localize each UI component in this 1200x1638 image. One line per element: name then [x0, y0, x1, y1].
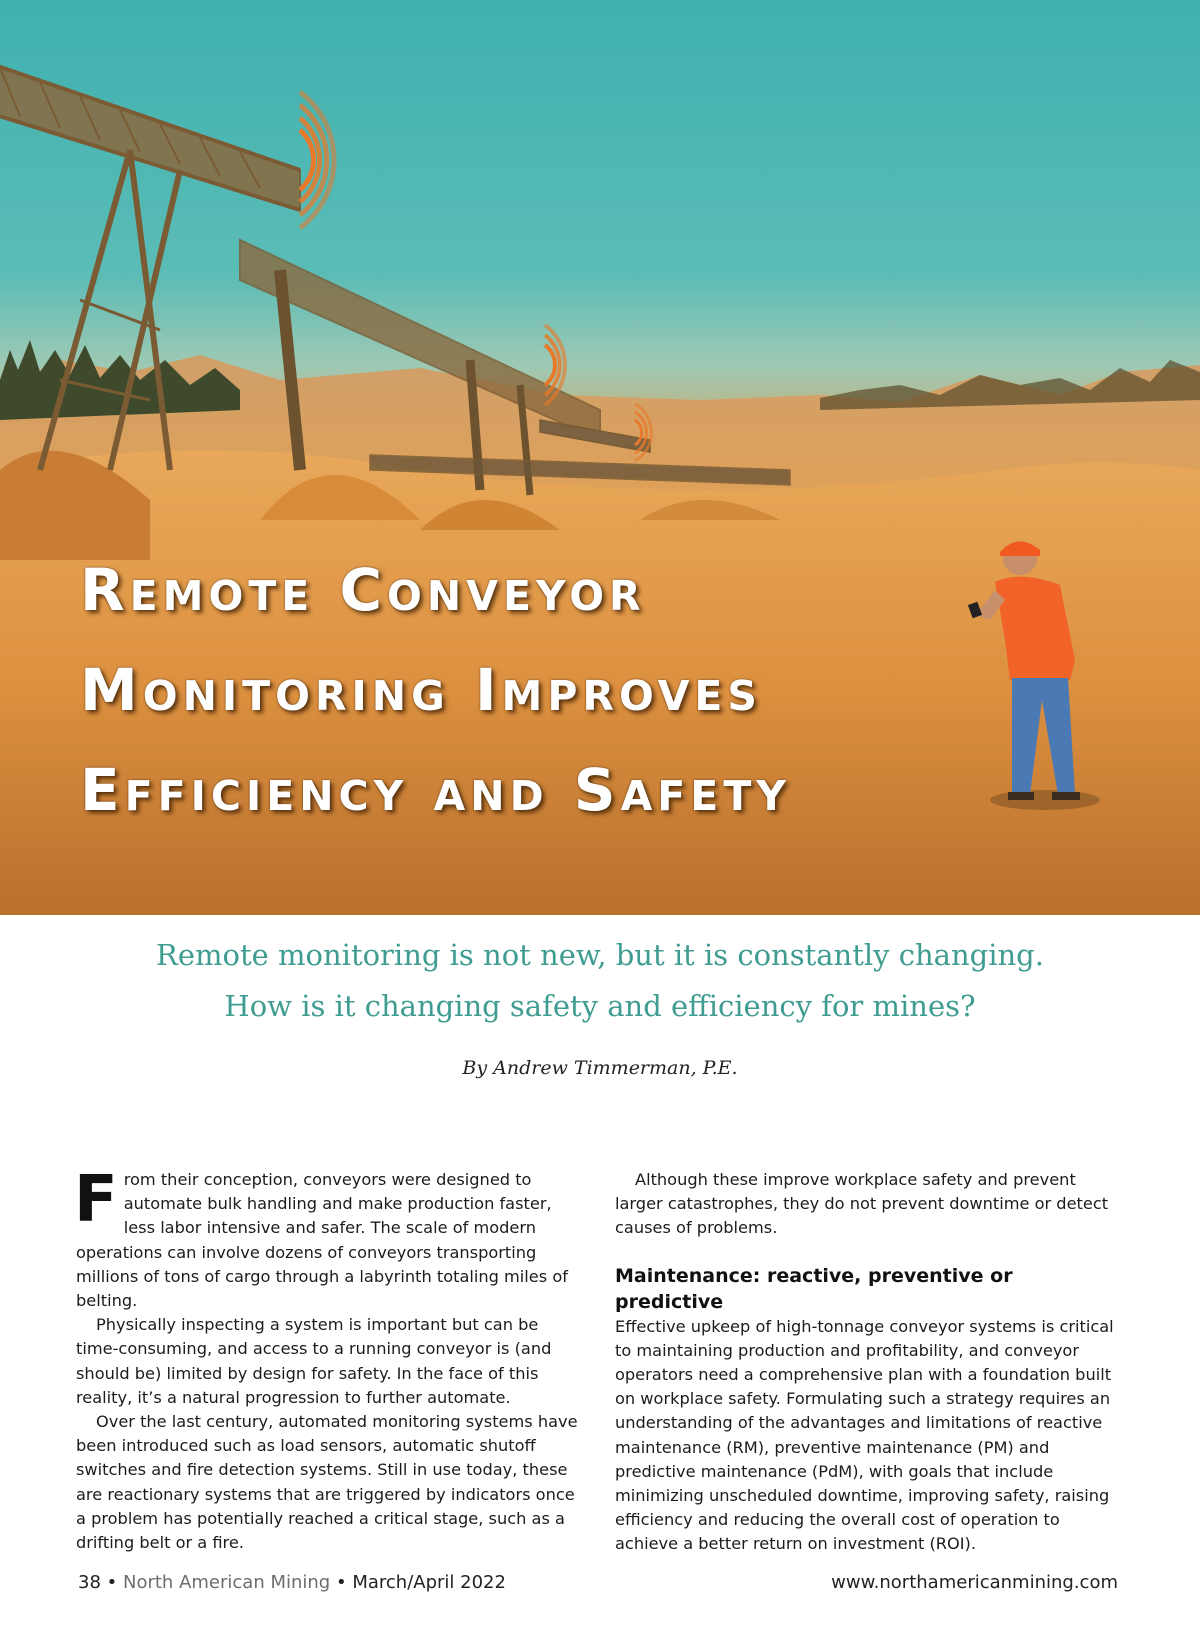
website-link[interactable]: www.northamericanmining.com [831, 1572, 1118, 1593]
title-line: Efficiency and Safety [80, 756, 791, 824]
paragraph-text: rom their conception, conveyors were designed to automate bulk handling and make production faster, less labor intensive and safer. The scale of modern operations can involve dozens of conveyors transporting millions of tons of cargo through a labyrinth totaling miles of belting. [76, 1170, 568, 1311]
paragraph: Effective upkeep of high-tonnage conveyor systems is critical to maintaining production and profitability, and conveyor operators need a comprehensive plan with a foundation built on workplace safety. Formulating such a strategy requires an understanding of the advantages and limitations of reactive maintenance (RM), preventive maintenance (PM) and predictive maintenance (PdM), with goals that include minimizing unscheduled downtime, improving safety, raising efficiency and reducing the overall cost of operation to achieve a better return on investment (ROI). [615, 1316, 1114, 1554]
paragraph: Physically inspecting a system is important but can be time-consuming, and access to a running conveyor is (and should be) limited by design for safety. In the face of this reality, it’s a natural progression to further automate. [76, 1315, 552, 1407]
page-footer [78, 1572, 1118, 1598]
issue-date: March/April 2022 [352, 1572, 506, 1593]
title-line: Monitoring Improves [80, 656, 762, 724]
article-deck [0, 930, 1200, 1032]
deck-line: How is it changing safety and efficiency for mines? [224, 989, 976, 1023]
drop-cap: F [74, 1163, 118, 1237]
article-title [80, 540, 791, 840]
separator: • [335, 1572, 347, 1593]
wireless-signal-icon [300, 92, 334, 228]
page-number: 38 [78, 1572, 101, 1593]
byline: By Andrew Timmerman, P.E. [462, 1057, 738, 1079]
tree-line [0, 340, 240, 420]
folio [78, 1572, 506, 1593]
body-column-left [74, 1163, 584, 1555]
section-heading: Maintenance: reactive, preventive or predictive [615, 1264, 1013, 1313]
paragraph [74, 1163, 584, 1313]
body-column-right [615, 1168, 1123, 1557]
deck-line: Remote monitoring is not new, but it is constantly changing. [156, 938, 1044, 972]
paragraph: Although these improve workplace safety and prevent larger catastrophes, they do not prevent downtime or detect causes of problems. [615, 1170, 1109, 1238]
magazine-name: North American Mining [123, 1572, 331, 1593]
title-line: Remote Conveyor [80, 556, 646, 624]
paragraph: Over the last century, automated monitoring systems have been introduced such as load sensors, automatic shutoff switches and fire detection systems. Still in use today, these are reactionary systems that are triggered by indicators once a problem has potentially reached a critical stage, such as a drifting belt or a fire. [76, 1412, 578, 1553]
separator: • [106, 1572, 118, 1593]
